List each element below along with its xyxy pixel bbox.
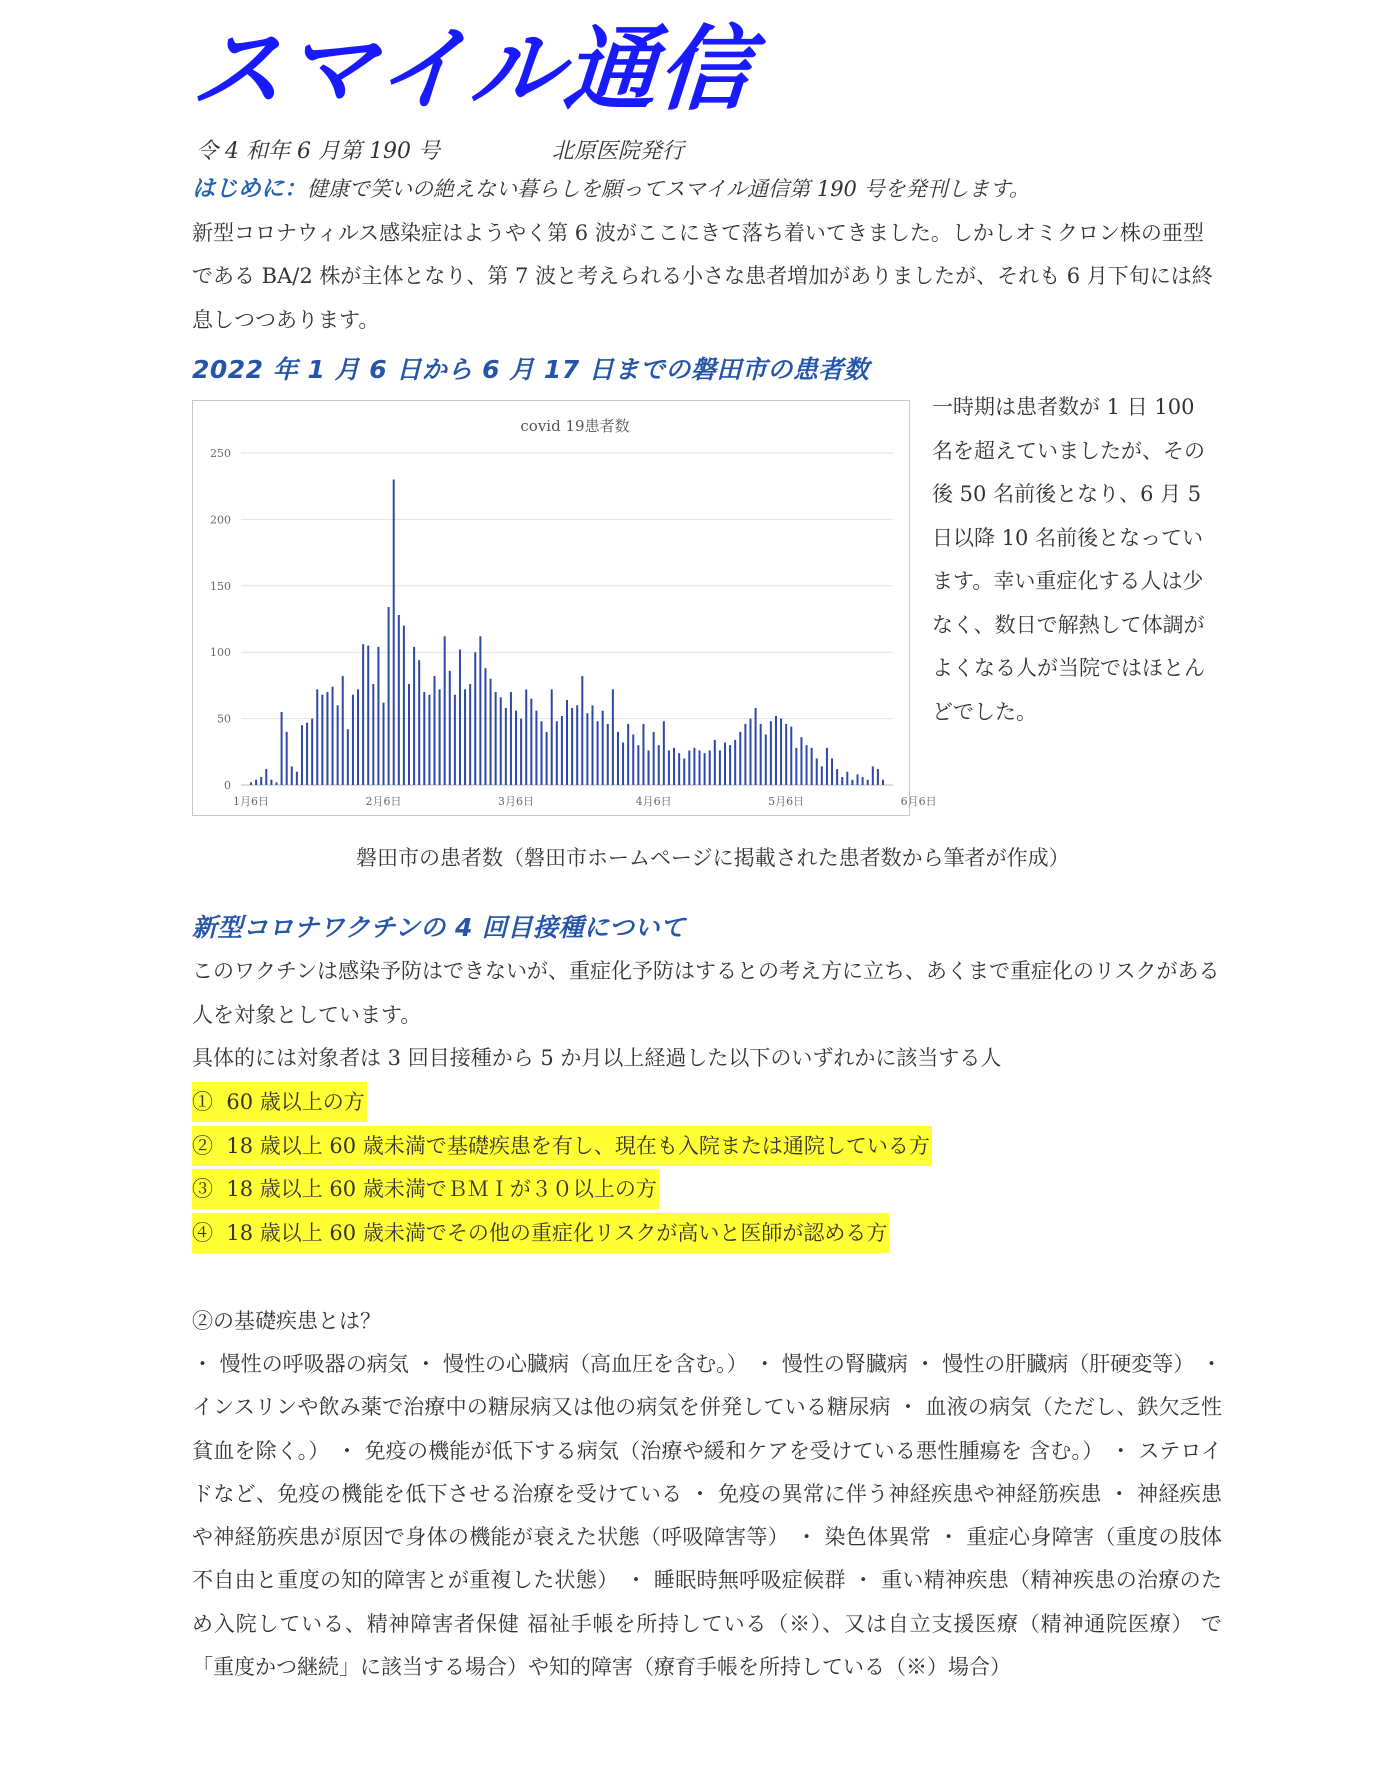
chart-bar	[775, 716, 777, 785]
chart-bar	[439, 689, 441, 785]
target-list	[192, 1082, 932, 1256]
chart-bar	[255, 780, 257, 785]
chart-bar	[877, 769, 879, 785]
chart-bar	[576, 705, 578, 785]
chart-bar	[362, 644, 364, 785]
chart-title: covid 19患者数	[520, 417, 630, 435]
chart-bar	[597, 721, 599, 785]
chart-bar	[479, 636, 481, 785]
chart-bar	[250, 782, 252, 785]
chart-bar	[699, 750, 701, 785]
target-item-3: ③ 18 歳以上 60 歳未満でＢＭＩが３０以上の方	[192, 1169, 659, 1209]
chart-bar	[831, 758, 833, 785]
chart-bar	[449, 671, 451, 785]
chart-bar	[270, 780, 272, 785]
chart-bar	[454, 695, 456, 785]
chart-bar	[719, 750, 721, 785]
chart-bar	[332, 687, 334, 785]
chart-bar	[377, 647, 379, 785]
chart-bar	[836, 769, 838, 785]
chart-bar	[749, 719, 751, 785]
chart-bar	[464, 689, 466, 785]
chart-bar	[281, 712, 283, 785]
chart-bar	[795, 748, 797, 785]
intro-first-line: 健康で笑いの絶えない暮らしを願ってスマイル通信第 190 号を発刊します。	[307, 177, 1030, 201]
chart-bar	[423, 692, 425, 785]
x-tick-label: 4月6日	[635, 795, 672, 808]
chart-bar	[704, 753, 706, 785]
chart-bar	[806, 745, 808, 785]
chart-bar	[484, 668, 486, 785]
chart-bar	[816, 758, 818, 785]
chart-side-text: 一時期は患者数が 1 日 100 名を超えていましたが、その後 50 名前後となり、6 月 5 日以降 10 名前後となっています。幸い重症化する人は少なく、数日で解熱して体調がよくなる人が当院ではほとんどでした。	[932, 395, 1205, 724]
chart-bar	[433, 676, 435, 785]
chart-bar	[663, 721, 665, 785]
chart-bar	[413, 647, 415, 785]
chart-bar	[510, 692, 512, 785]
y-tick-label: 100	[210, 646, 231, 660]
chart-bar	[811, 748, 813, 785]
chart-bar	[530, 699, 532, 785]
chart-bar	[612, 689, 614, 785]
x-tick-label: 6月6日	[900, 795, 937, 808]
chart-bar	[658, 745, 660, 785]
chart-bar	[653, 732, 655, 785]
chart-bar	[693, 748, 695, 785]
chart-bar	[500, 697, 502, 785]
chart-bar	[571, 708, 573, 785]
chart-bar	[398, 615, 400, 785]
chart-bar	[265, 769, 267, 785]
chart-bar	[306, 723, 308, 785]
chart-bar	[785, 724, 787, 785]
chart-bar	[372, 684, 374, 785]
chart-bar	[770, 721, 772, 785]
chart-bar	[591, 705, 593, 785]
chart-bar	[800, 737, 802, 785]
basic-disease-question: ②の基礎疾患とは？	[192, 1309, 381, 1333]
chart-bar	[321, 695, 323, 785]
x-tick-label: 1月6日	[233, 795, 269, 808]
chart-bar	[846, 772, 848, 785]
chart-bar	[642, 724, 644, 785]
y-tick-label: 250	[210, 447, 231, 460]
chart-bar	[862, 777, 864, 785]
x-tick-label: 2月6日	[365, 795, 402, 808]
chart-bar	[515, 711, 517, 785]
chart-bar	[637, 745, 639, 785]
chart-bar	[857, 774, 859, 785]
chart-bar	[505, 708, 507, 785]
chart-bar	[311, 719, 313, 785]
chart-bar	[627, 724, 629, 785]
chart-bar	[673, 748, 675, 785]
chart-bar	[291, 766, 293, 785]
chart-bar	[872, 766, 874, 785]
chart-section-heading: 2022 年 1 月 6 日から 6 月 17 日までの磐田市の患者数	[192, 355, 870, 384]
chart-bar	[729, 745, 731, 785]
chart-bar	[520, 719, 522, 785]
target-intro: 具体的には対象者は 3 回目接種から 5 か月以上経過した以下のいずれかに該当する人	[192, 1046, 1002, 1070]
intro-body: 新型コロナウィルス感染症はようやく第 6 波がここにきて落ち着いてきました。しかしオミクロン株の亜型である BA/2 株が主体となり、第 7 波と考えられる小さな患者増加がありましたが、それも 6 月下旬には終息しつつあります。	[192, 220, 1213, 332]
intro-label: はじめに：	[192, 176, 307, 202]
target-item-1: ① 60 歳以上の方	[192, 1082, 367, 1122]
chart-bar	[826, 748, 828, 785]
basic-disease-list: ・ 慢性の呼吸器の病気 ・ 慢性の心臓病（高血圧を含む。） ・ 慢性の腎臓病 ・ 慢性の肝臓病（肝硬変等） ・ インスリンや飲み薬で治療中の糖尿病又は他の病気を併発している糖尿病 ・ 血液の病気（ただし、鉄欠乏性貧血を除く。） ・ 免疫の機能が低下する病気（治療や緩和ケアを受けている悪性腫瘍を 含む。） ・ ステロイドなど、免疫の機能を低下させる治療を受けている ・ 免疫の異常に伴う神経疾患や神経筋疾患 ・ 神経疾患や神経筋疾患が原因で身体の機能が衰えた状態（呼吸障害等） ・ 染色体異常 ・ 重症心身障害（重度の肢体不自由と重度の知的障害とが重複した状態） ・ 睡眠時無呼吸症候群 ・ 重い精神疾患（精神疾患の治療のため入院している、精神障害者保健 福祉手帳を所持している（※）、又は自立支援医療（精神通院医療） で「重度かつ継続」に該当する場合）や知的障害（療育手帳を所持している（※）場合）	[192, 1352, 1222, 1680]
y-tick-label: 200	[210, 513, 231, 527]
chart-bar	[867, 780, 869, 785]
chart-bar	[535, 711, 537, 785]
chart-bar	[765, 735, 767, 785]
chart-bar	[316, 689, 318, 785]
chart-bar	[428, 695, 430, 785]
vaccine-section-heading: 新型コロナワクチンの 4 回目接種について	[192, 913, 686, 942]
chart-bar	[683, 758, 685, 785]
chart-bar	[622, 743, 624, 786]
chart-bar	[459, 650, 461, 785]
chart-bar	[780, 719, 782, 785]
chart-bar	[709, 750, 711, 785]
vaccine-paragraph	[192, 950, 1222, 1081]
chart-bar	[744, 724, 746, 785]
chart-bar	[296, 772, 298, 785]
y-tick-label: 150	[210, 579, 231, 593]
chart-bar	[688, 750, 690, 785]
chart-bar	[546, 732, 548, 785]
chart-bar	[648, 750, 650, 785]
chart-bar	[388, 607, 390, 785]
vaccine-description: このワクチンは感染予防はできないが、重症化予防はするとの考え方に立ち、あくまで重症化のリスクがある人を対象としています。	[192, 959, 1220, 1027]
chart-bar	[408, 684, 410, 785]
chart-bar	[755, 708, 757, 785]
chart-bar	[724, 743, 726, 786]
y-tick-label: 0	[224, 779, 231, 792]
chart-bar	[347, 729, 349, 785]
chart-bar	[882, 780, 884, 785]
target-item-4: ④ 18 歳以上 60 歳未満でその他の重症化リスクが高いと医師が認める方	[192, 1213, 889, 1253]
chart-bar	[418, 660, 420, 785]
chart-bar	[352, 695, 354, 785]
chart-bar	[357, 689, 359, 785]
covid-bar-chart	[193, 401, 937, 815]
chart-caption: 磐田市の患者数（磐田市ホームページに掲載された患者数から筆者が作成）	[356, 846, 1070, 870]
chart-bar	[260, 777, 262, 785]
chart-bar	[581, 676, 583, 785]
covid-chart	[192, 400, 937, 816]
chart-bar	[301, 725, 303, 785]
chart-bar	[821, 766, 823, 785]
chart-bar	[566, 700, 568, 785]
chart-bar	[490, 679, 492, 785]
target-item-2: ② 18 歳以上 60 歳未満で基礎疾患を有し、現在も入院または通院している方	[192, 1126, 932, 1166]
chart-bar	[403, 626, 405, 785]
chart-bar	[393, 480, 395, 785]
chart-bar	[541, 721, 543, 785]
chart-bar	[790, 727, 792, 785]
chart-bar	[337, 705, 339, 785]
chart-bar	[586, 713, 588, 785]
intro-paragraph	[192, 168, 1222, 342]
chart-bar	[383, 703, 385, 785]
chart-bar	[367, 646, 369, 785]
chart-bar	[275, 782, 277, 785]
chart-bar	[668, 750, 670, 785]
chart-bar	[561, 716, 563, 785]
chart-bar	[326, 692, 328, 785]
chart-bar	[841, 777, 843, 785]
chart-bar	[760, 724, 762, 785]
y-tick-label: 50	[217, 712, 231, 726]
chart-bar	[739, 732, 741, 785]
chart-bar	[734, 740, 736, 785]
x-tick-label: 3月6日	[498, 795, 535, 808]
chart-bar	[617, 732, 619, 785]
chart-bar	[607, 724, 609, 785]
chart-bar	[469, 684, 471, 785]
chart-bar	[525, 689, 527, 785]
chart-bar	[602, 711, 604, 785]
chart-bar	[632, 735, 634, 785]
chart-bar	[678, 753, 680, 785]
newsletter-title: スマイル通信	[188, 16, 757, 123]
chart-bar	[851, 780, 853, 785]
chart-bar	[556, 721, 558, 785]
chart-bar	[444, 636, 446, 785]
issue-line: 令 4 和年 6 月第 190 号 北原医院発行	[196, 139, 684, 164]
chart-bar	[495, 692, 497, 785]
chart-bar	[714, 740, 716, 785]
chart-bar	[286, 732, 288, 785]
x-tick-label: 5月6日	[768, 795, 805, 808]
chart-bar	[551, 689, 553, 785]
chart-bar	[342, 676, 344, 785]
chart-bar	[474, 652, 476, 785]
